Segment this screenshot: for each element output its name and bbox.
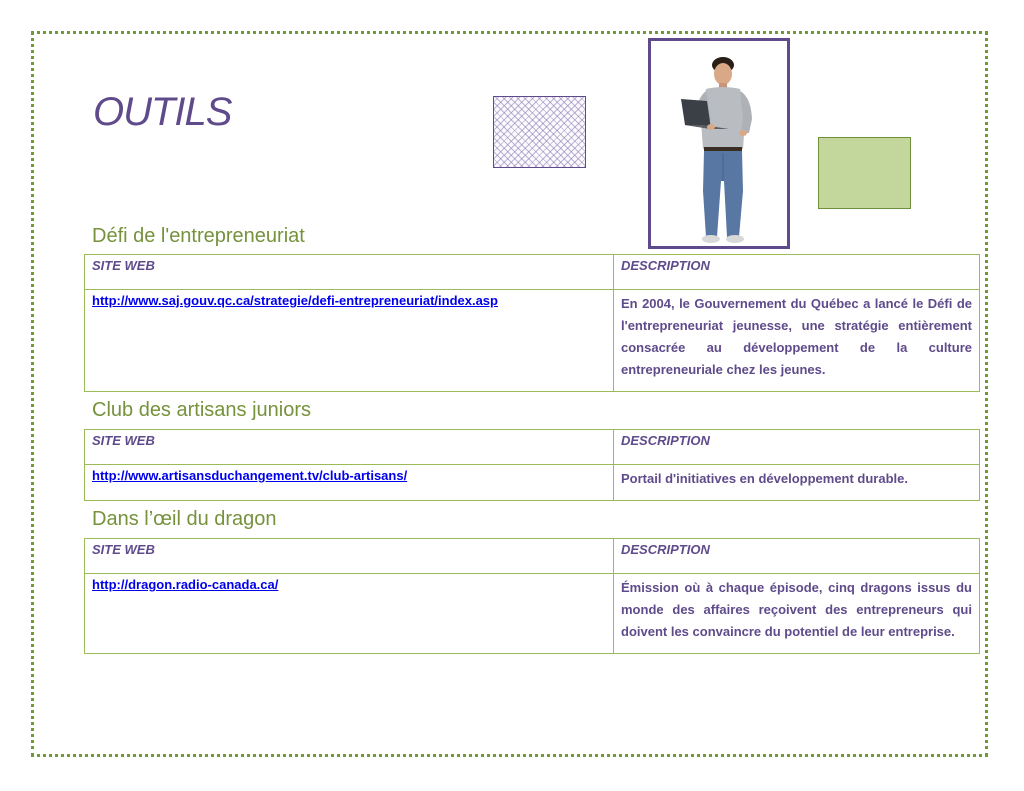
section-heading-club: Club des artisans juniors (92, 399, 311, 421)
page-title: OUTILS (93, 90, 232, 134)
column-header-site: SITE WEB (85, 430, 614, 465)
decorative-pattern-square (493, 96, 586, 168)
site-link-club[interactable]: http://www.artisansduchangement.tv/club-artisans/ (92, 468, 408, 483)
description-cell: Portail d'initiatives en développement durable. (614, 465, 980, 501)
site-link-dragon[interactable]: http://dragon.radio-canada.ca/ (92, 577, 279, 592)
description-cell: En 2004, le Gouvernement du Québec a lancé le Défi de l'entrepreneuriat jeunesse, une stratégie entièrement consacrée au développement de la culture entrepreneuriale chez les jeunes. (614, 290, 980, 392)
site-link-defi[interactable]: http://www.saj.gouv.qc.ca/strategie/defi-entrepreneuriat/index.asp (92, 293, 498, 308)
table-defi (84, 254, 980, 392)
table-row (85, 290, 980, 392)
column-header-description: DESCRIPTION (614, 430, 980, 465)
section-heading-dragon: Dans l’œil du dragon (92, 508, 277, 530)
table-header-row (85, 539, 980, 574)
table-row (85, 574, 980, 654)
table-header-row (85, 255, 980, 290)
photo-student-with-laptop (648, 38, 790, 249)
table-header-row (85, 430, 980, 465)
student-illustration (651, 41, 787, 246)
table-dragon (84, 538, 980, 654)
site-cell (85, 574, 614, 654)
column-header-site: SITE WEB (85, 255, 614, 290)
section-heading-defi: Défi de l'entrepreneuriat (92, 225, 305, 247)
column-header-description: DESCRIPTION (614, 255, 980, 290)
decorative-green-square (818, 137, 911, 209)
description-cell: Émission où à chaque épisode, cinq dragons issus du monde des affaires reçoivent des entrepreneurs qui doivent les convaincre du potentiel de leur entreprise. (614, 574, 980, 654)
site-cell (85, 465, 614, 501)
table-row (85, 465, 980, 501)
column-header-site: SITE WEB (85, 539, 614, 574)
site-cell (85, 290, 614, 392)
table-club (84, 429, 980, 501)
column-header-description: DESCRIPTION (614, 539, 980, 574)
